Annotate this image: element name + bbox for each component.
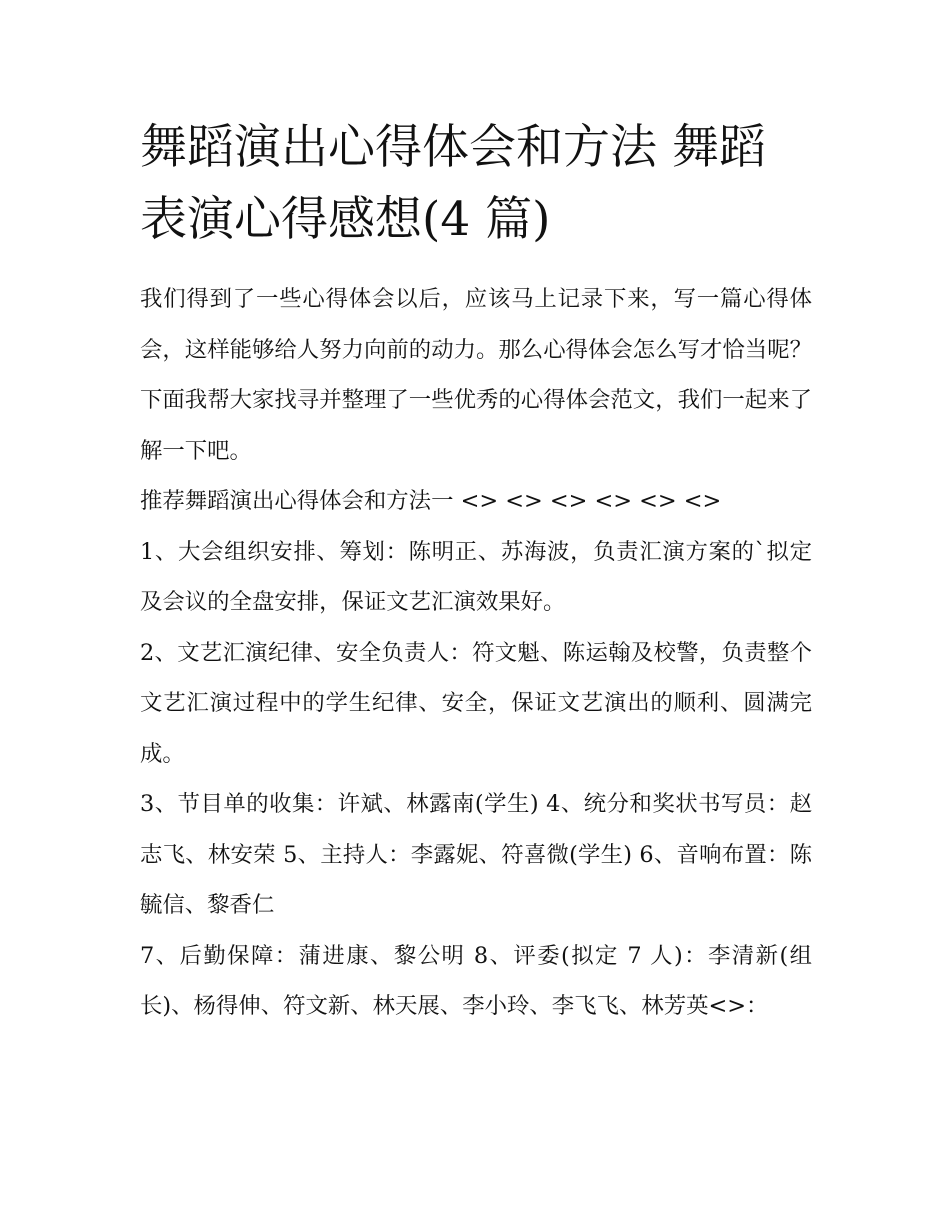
paragraph-item-7-8: 7、后勤保障：蒲进康、黎公明 8、评委(拟定 7 人)：李清新(组长)、杨得伸、符文新、林天展、李小玲、李飞飞、林芳英<>： xyxy=(140,942,812,1019)
paragraph-item-2: 2、文艺汇演纪律、安全负责人：符文魁、陈运翰及校警，负责整个文艺汇演过程中的学生纪律、安全，保证文艺演出的顺利、圆满完成。 xyxy=(140,639,812,767)
paragraph-intro: 我们得到了一些心得体会以后，应该马上记录下来，写一篇心得体会，这样能够给人努力向前的动力。那么心得体会怎么写才恰当呢？下面我帮大家找寻并整理了一些优秀的心得体会范文，我们一起来了解一下吧。 xyxy=(140,286,812,464)
document-page xyxy=(140,112,812,1032)
paragraph-item-3-6: 3、节目单的收集：许斌、林露南(学生) 4、统分和奖状书写员：赵志飞、林安荣 5、主持人：李露妮、符喜微(学生) 6、音响布置：陈毓信、黎香仁 xyxy=(140,791,812,918)
paragraph-item-1: 1、大会组织安排、筹划：陈明正、苏海波，负责汇演方案的`拟定及会议的全盘安排，保证文艺汇演效果好。 xyxy=(140,538,812,615)
paragraph-recommend-heading: 推荐舞蹈演出心得体会和方法一 <> <> <> <> <> <> xyxy=(140,488,722,514)
document-title: 舞蹈演出心得体会和方法 舞蹈表演心得感想(4 篇) xyxy=(140,120,766,247)
